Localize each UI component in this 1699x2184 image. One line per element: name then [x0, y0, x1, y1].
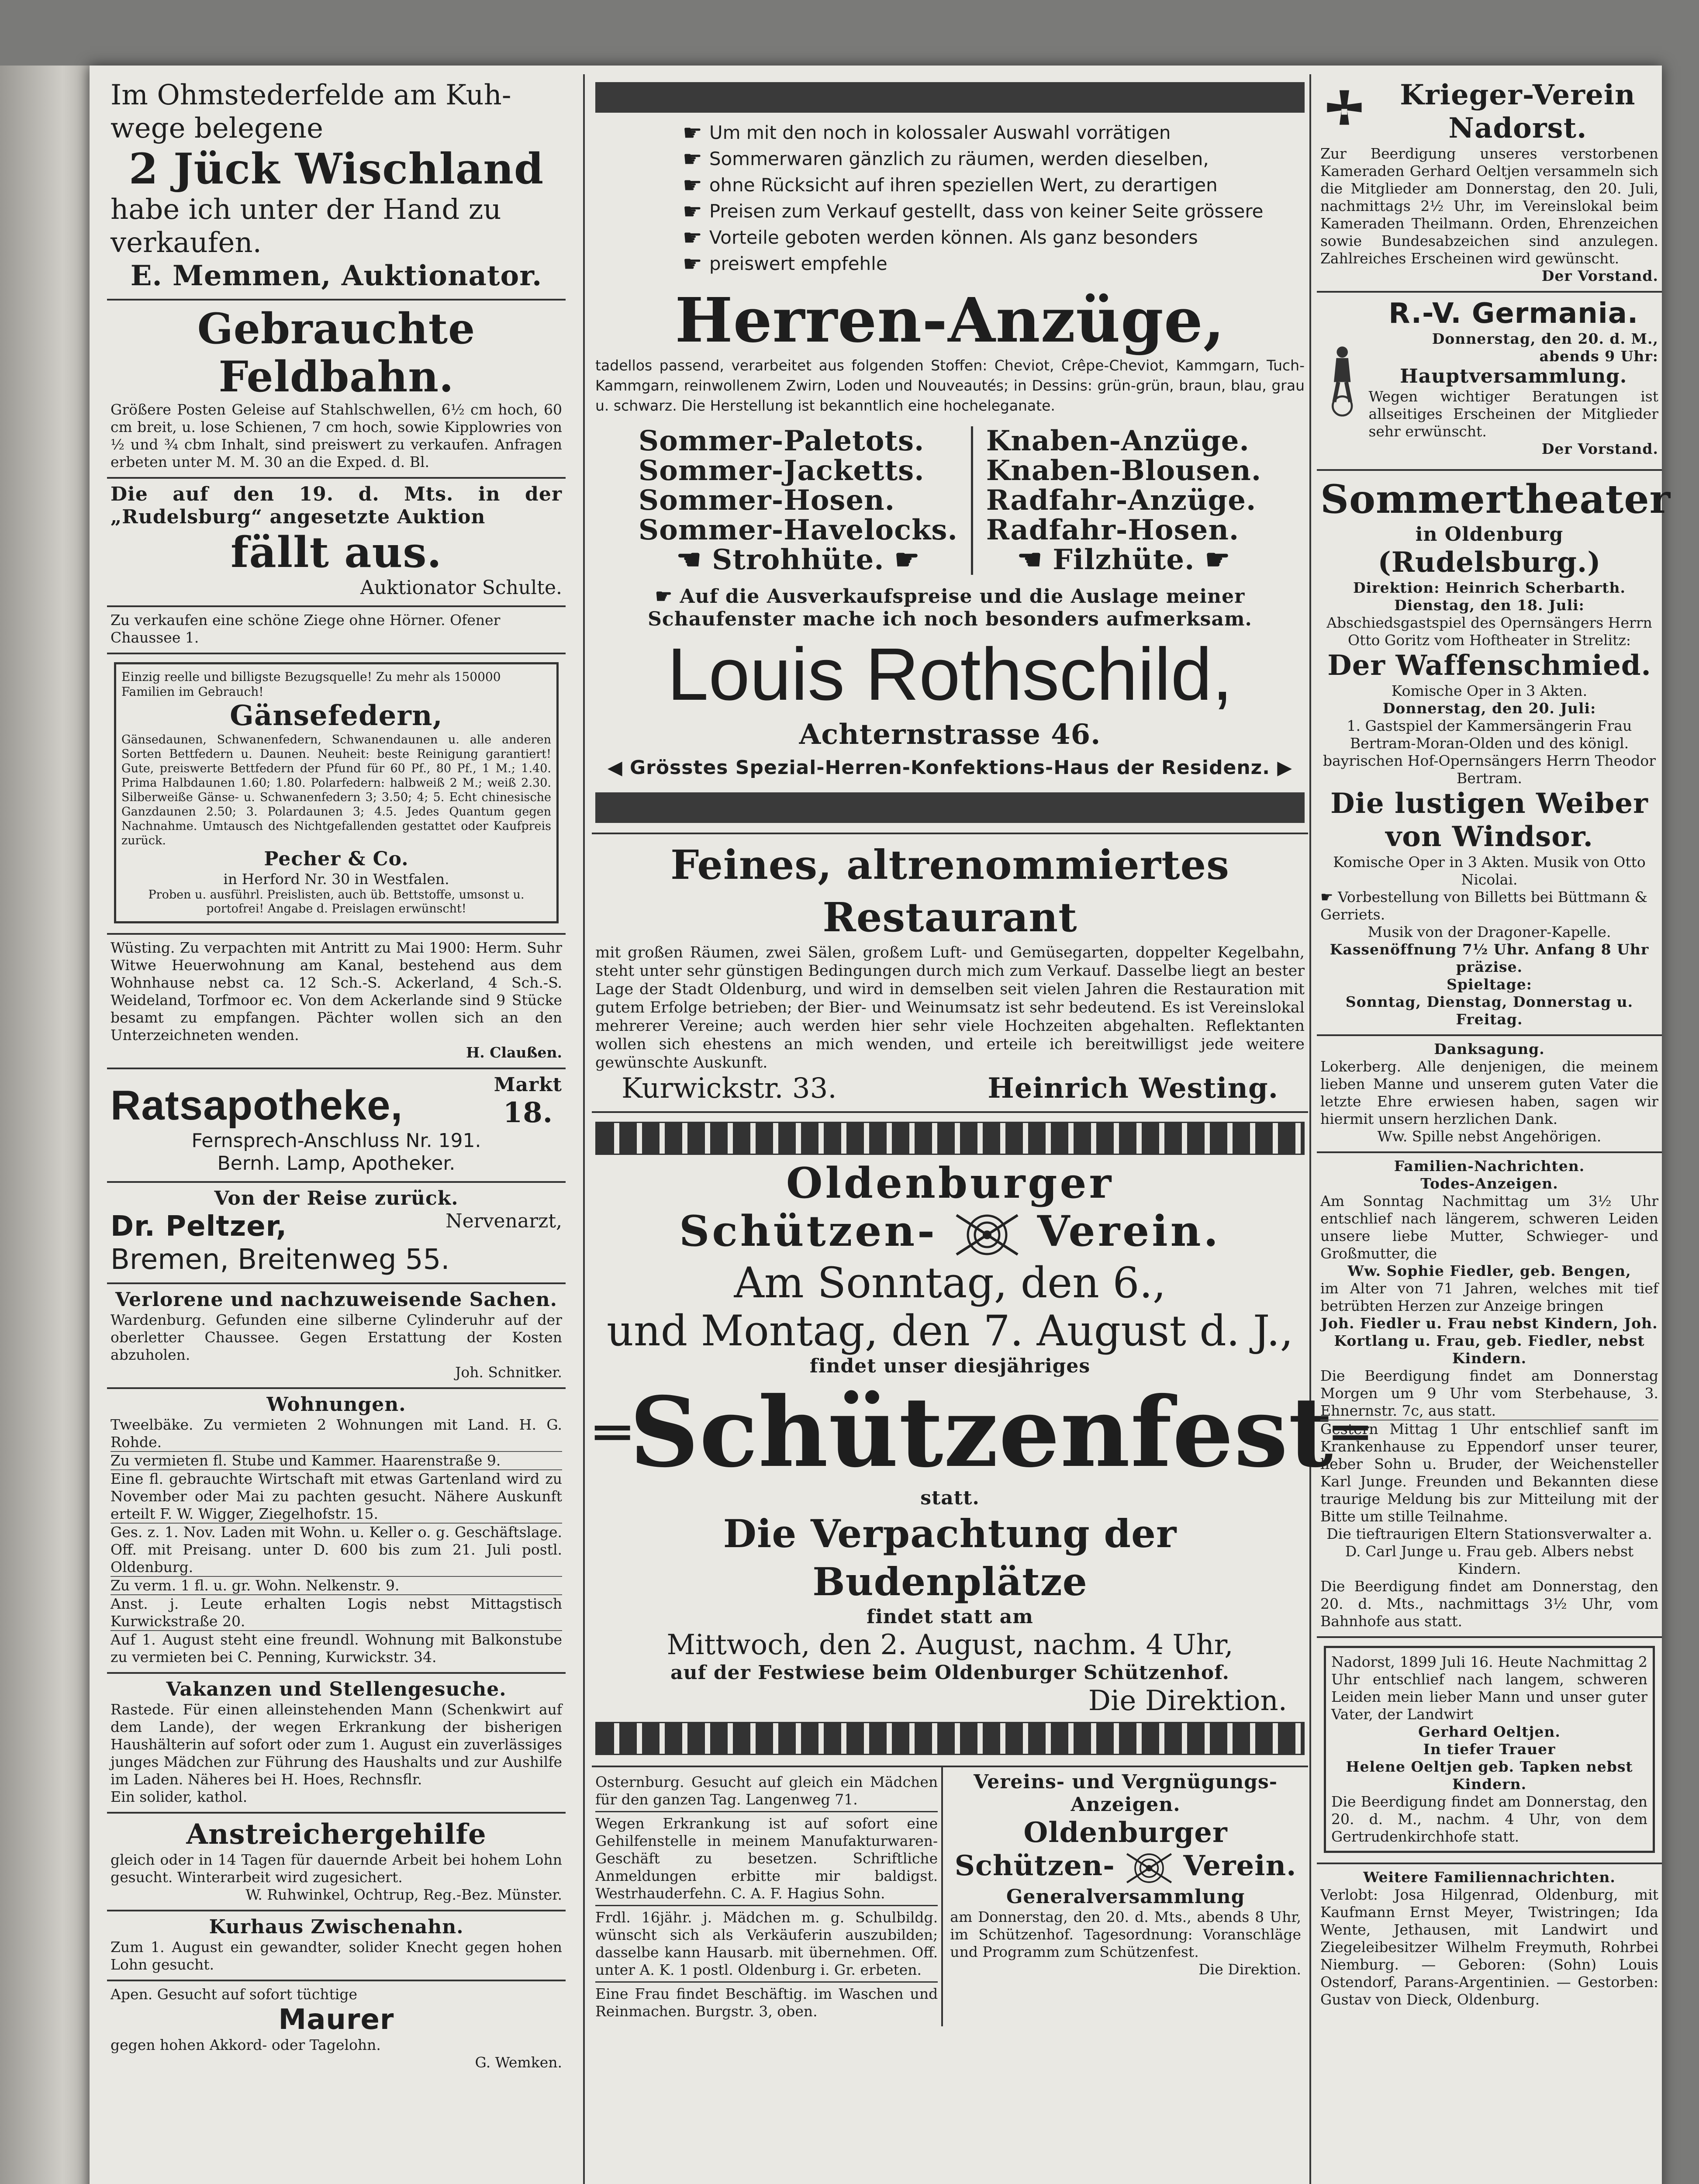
product-item: Sommer-Paletots.	[638, 425, 925, 457]
ad-text: Donnerstag, den 20. Juli:	[1382, 700, 1596, 717]
ad-firm: Pecher & Co.	[264, 848, 409, 870]
ad-text: Ein solider, kathol.	[111, 1788, 248, 1805]
ad-text: Im Ohmstederfelde am Kuh-	[111, 79, 511, 111]
ad-title: Oldenburger	[786, 1158, 1114, 1208]
ad-familien	[1317, 1153, 1662, 1638]
ad-weitere	[1317, 1864, 1662, 2015]
ad-verloren	[107, 1284, 566, 1389]
pointing-hand-icon: ☛	[884, 543, 920, 576]
ad-title: fällt aus.	[231, 528, 442, 577]
ad-text: Komische Oper in 3 Akten. Musik von Otto Nicolai.	[1333, 854, 1646, 888]
product-item: Sommer-Hosen.	[638, 484, 895, 517]
decor-bar	[595, 792, 1305, 823]
ad-text: Am Sonntag, den 6.,	[734, 1258, 1166, 1308]
ad-text: Verlobt: Josa Hilgenrad, Oldenburg, mit Kaufmann Ernst Meyer, Twistringen; Ida Wente, Jethausen, mit Landwirt und Ziegeleibesitzer Wilhelm Freymuth, Rohrbei Niemburg. — Geboren: (Sohn) Louis Ostendorf, Parans-Argentinien. — Gestorben: Gustav von Dieck, Oldenburg.	[1320, 1886, 1658, 2008]
decor-double-bar: ═	[595, 1399, 630, 1466]
ad-vakanzen	[107, 1674, 566, 1814]
ad-ratsapotheke	[107, 1069, 566, 1183]
list-item: Ges. z. 1. Nov. Laden mit Wohn. u. Keller o. g. Geschäftslage. Off. mit Preisang. unter D. 600 bis zum 21. Juli postl. Oldenburg.	[111, 1524, 562, 1577]
ad-text: Größere Posten Geleise auf Stahlschwellen, 6½ cm hoch, 60 cm breit, u. lose Schienen, 7 cm hoch, sowie Kipplowries von ½ und ¾ cbm Inhalt, sind preiswert zu verkaufen. Anfragen erbeten unter M. M. 30 an die Exped. d. Bl.	[111, 401, 562, 470]
ad-text: In tiefer Trauer	[1423, 1741, 1556, 1758]
ad-text: Ww. Sophie Fiedler, geb. Bengen,	[1347, 1262, 1631, 1279]
ad-wuesting	[107, 935, 566, 1069]
section-head: Vereins- und Vergnügungs-Anzeigen.	[974, 1771, 1278, 1816]
ad-auktion	[107, 479, 566, 607]
ad-text: findet unser diesjähriges	[809, 1355, 1091, 1378]
ad-text: Die Beerdigung findet am Donnerstag, den 20. d. Mts., nachmittags 3½ Uhr, vom Bahnhofe aus statt.	[1320, 1578, 1658, 1630]
pointing-hand-icon: ☛	[1195, 543, 1231, 576]
ad-text: Wardenburg. Gefunden eine silberne Cylinderuhr auf der oberletter Chaussee. Gegen Erstattung der Kosten abzuholen.	[111, 1311, 562, 1363]
ad-title: Feines, altrenommiertes Restaurant	[670, 841, 1229, 941]
ad-text: habe ich unter der Hand zu verkaufen.	[111, 194, 501, 259]
pointing-hand-icon: ☛	[683, 146, 702, 172]
ad-signer: Der Vorstand.	[1541, 267, 1658, 284]
ad-text: Kassenöffnung 7½ Uhr. Anfang 8 Uhr präzise.	[1330, 941, 1649, 975]
list-item: Zu verm. 1 fl. u. gr. Wohn. Nelkenstr. 9.	[111, 1577, 562, 1595]
pointing-hand-icon: ☛	[1320, 888, 1338, 905]
ad-text: Wegen wichtiger Beratungen ist allseitiges Erscheinen der Mitglieder sehr erwünscht.	[1368, 388, 1658, 440]
ad-text: Rastede. Für einen alleinstehenden Mann (Schenkwirt auf dem Lande), der wegen Erkrankung der bisherigen Haushälterin auf sofort oder zum 1. August ein zuverlässiges junges Mädchen zur Führung des Haushalts und zur Aushilfe im Laden. Näheres bei H. Hoes, Rechnsflr.	[111, 1701, 562, 1788]
pointing-hand-icon: ☛	[655, 585, 680, 608]
ad-danksagung	[1317, 1036, 1662, 1153]
list-item: Tweelbäke. Zu vermieten 2 Wohnungen mit Land. H. G. Rohde.	[111, 1416, 562, 1452]
ad-gaensefedern	[107, 654, 566, 935]
ad-text: Preisen zum Verkauf gestellt, dass von keiner Seite grössere	[709, 200, 1264, 222]
decor-bar	[595, 82, 1305, 113]
column-left	[107, 74, 566, 2077]
product-item: Radfahr-Hosen.	[986, 514, 1240, 546]
section-head: Familien-Nachrichten.	[1394, 1158, 1585, 1175]
decor-border	[595, 1122, 1305, 1155]
ad-text: Apen. Gesucht auf sofort tüchtige	[111, 1986, 358, 2003]
list-item: Eine Frau findet Beschäftig. im Waschen und Reinmachen. Burgstr. 3, oben.	[595, 1985, 938, 2020]
ad-text: ohne Rücksicht auf ihren speziellen Wert, zu derartigen	[709, 174, 1218, 196]
ad-title: Sommertheater	[1320, 476, 1671, 522]
pointing-hand-icon: ☚	[1017, 543, 1053, 576]
ad-title: Herren-Anzüge,	[675, 285, 1225, 356]
book-spine	[0, 66, 90, 2184]
ad-schuetzenfest	[592, 1113, 1367, 1767]
product-item: Knaben-Blousen.	[986, 454, 1262, 487]
ad-text: tadellos passend, verarbeitet aus folgenden Stoffen: Cheviot, Crêpe-Cheviot, Kammgarn, Tuch-Kammgarn, reinwollenem Zwirn, Loden und Nouveautés; in Dessins: grün-grün, braun, blau, grau u. schwarz. Die Herstellung ist bekanntlich eine hocheleganate.	[595, 357, 1305, 414]
ad-anstreicher	[107, 1814, 566, 1911]
pointing-hand-icon: ☛	[683, 251, 702, 276]
ad-text: Direktion: Heinrich Scherbarth.	[1353, 579, 1626, 596]
ad-title: Verein.	[1183, 1849, 1297, 1883]
ad-text: Zur Beerdigung unseres verstorbenen Kameraden Gerhard Oeltjen versammeln sich die Mitglieder am Donnerstag, den 20. Juli, nachmittags 2½ Uhr, im Vereinslokal beim Kameraden Theilmann. Orden, Ehrenzeichen sowie Bundesabzeichen sind anzulegen. Zahlreiches Erscheinen wird gewünscht.	[1320, 145, 1658, 267]
ad-signer: Ww. Spille nebst Angehörigen.	[1377, 1128, 1602, 1145]
ad-peltzer	[107, 1183, 566, 1284]
ad-text: Bremen, Breitenweg 55.	[111, 1244, 450, 1276]
ad-text: Proben u. ausführl. Preislisten, auch üb. Bettstoffe, umsonst u. portofrei! Angabe d. Preislagen erwünscht!	[148, 888, 525, 916]
ad-text: 18.	[503, 1096, 553, 1129]
pointing-hand-icon: ☛	[683, 225, 702, 250]
ad-text: Gestern Mittag 1 Uhr entschlief sanft im Krankenhause zu Eppendorf unser teurer, lieber Sohn u. Bruder, der Weichensteller Karl Junge. Freunden und Bekannten diese traurige Meldung bis zur Mitteilung mit der Bitte um stille Teilnahme.	[1320, 1420, 1658, 1525]
iron-cross-icon	[1320, 79, 1368, 145]
ad-title: Schützen-	[954, 1849, 1115, 1883]
ad-title: Schützenfest	[629, 1375, 1333, 1489]
pointing-hand-icon: ☚	[676, 543, 712, 576]
ad-text: (Rudelsburg.)	[1378, 546, 1601, 579]
ad-text: Die auf den 19. d. Mts. in der „Rudelsburg“ angesetzte Auktion	[111, 483, 562, 528]
ad-title: Anstreichergehilfe	[186, 1818, 487, 1851]
list-item: Eine fl. gebrauchte Wirtschaft mit etwas Gartenland wird zu November oder Mai zu pachten gesucht. Nähere Auskunft erteilt F. W. Wigger, Ziegelhofstr. 15.	[111, 1470, 562, 1524]
section-head: Todes-Anzeigen.	[1420, 1175, 1558, 1192]
decor-double-bar: ═	[1333, 1399, 1367, 1466]
ad-text: Fernsprech-Anschluss Nr. 191.	[191, 1130, 481, 1152]
ad-text: Um mit den noch in kolossaler Auswahl vorrätigen	[709, 122, 1171, 143]
ad-signer: W. Ruhwinkel, Ochtrup, Reg.-Bez. Münster.	[245, 1886, 562, 1903]
target-emblem-icon	[1125, 1851, 1173, 1886]
ad-ohmstede	[107, 74, 566, 301]
section-head: Weitere Familiennachrichten.	[1363, 1869, 1616, 1886]
ad-text: findet statt am	[867, 1606, 1033, 1628]
ad-signer: Die Direktion.	[1198, 1960, 1301, 1978]
ad-title: Maurer	[278, 2004, 394, 2036]
ad-title: 2 Jück Wischland	[128, 144, 544, 194]
ad-text: Spieltage:	[1447, 976, 1532, 993]
ad-signer: E. Memmen, Auktionator.	[130, 259, 542, 292]
ad-signer: Joh. Schnitker.	[455, 1364, 562, 1381]
ad-text: Wüsting. Zu verpachten mit Antritt zu Mai 1900: Herm. Suhr Witwe Heuerwohnung am Kanal, bestehend aus dem Wohnhause nebst ca. 12 Sch.-S. Ackerland, 4 Sch.-S. Weideland, Torfmoor ec. Von dem Ackerlande sind 9 Stücke besamt zu empfangen. Pächter wollen sich an den Unterzeichneten wenden.	[111, 939, 562, 1044]
ad-title: Oldenburger	[1023, 1816, 1228, 1849]
ad-text: im Alter von 71 Jahren, welches mit tief betrübten Herzen zur Anzeige bringen	[1320, 1280, 1658, 1314]
list-item: Auf 1. August steht eine freundl. Wohnung mit Balkonstube zu vermieten bei C. Penning, Kurwickstr. 34.	[111, 1631, 562, 1666]
ad-feldbahn	[107, 301, 566, 479]
ad-text: Hauptversammlung.	[1400, 365, 1627, 387]
column-right	[1317, 74, 1671, 2015]
section-head: Danksagung.	[1434, 1040, 1545, 1057]
ad-text: Von der Reise zurück.	[214, 1187, 459, 1209]
ad-title: Gänsefedern,	[230, 699, 443, 732]
ad-sommertheater	[1317, 471, 1671, 1036]
ad-restaurant	[592, 834, 1308, 1113]
pointing-hand-icon: ☛	[683, 173, 702, 198]
section-head: Wohnungen.	[266, 1393, 406, 1416]
ad-text: preiswert empfehle	[709, 253, 887, 274]
ad-signer: G. Wemken.	[475, 2054, 562, 2071]
ad-title: Verein.	[1037, 1206, 1221, 1256]
ad-germania	[1317, 293, 1662, 471]
section-head: Vakanzen und Stellengesuche.	[166, 1678, 507, 1700]
ad-text: Gänsedaunen, Schwanenfedern, Schwanendaunen u. alle anderen Sorten Bettfedern u. Daunen. Neuheit: beste Reinigung garantiert! Gute, preiswerte Bettfedern der Pfund für 60 Pf., 80 Pf., 1 M.; 1.40. Prima Halbdaunen 1.60; 1.80. Polarfedern: halbweiß 2 M.; weiß 2.30. Silberweiße Gänse- u. Schwanenfedern 3; 3.50; 4; 5. Echt chinesische Ganzdaunen 2.50; 3. Polardaunen 3; 4.5. Jedes Quantum gegen Nachnahme. Umtausch des Nichtgefallenden gestattet oder Kaufpreis zurück.	[121, 733, 551, 847]
column-rule	[583, 74, 585, 2184]
ad-text: Die Verpachtung der Budenplätze	[723, 1511, 1177, 1605]
ad-text: Gerhard Oeltjen.	[1418, 1723, 1561, 1740]
ad-text: Lokerberg. Alle denjenigen, die meinem lieben Manne und unserem guten Vater die letzte Ehre erwiesen haben, sagen wir hiermit unsern herzlichen Dank.	[1320, 1058, 1658, 1127]
ad-signer: Joh. Fiedler u. Frau nebst Kindern, Joh. Kortlang u. Frau, geb. Fiedler, nebst Kindern.	[1321, 1315, 1658, 1367]
section-head: Verlorene und nachzuweisende Sachen.	[115, 1289, 557, 1311]
list-item: Anst. j. Leute erhalten Logis nebst Mittagstisch Kurwickstraße 20.	[111, 1595, 562, 1631]
ad-signer: Die tieftraurigen Eltern Stationsverwalter a. D. Carl Junge u. Frau geb. Albers nebst Kindern.	[1326, 1525, 1652, 1577]
ad-address: Kurwickstr. 33.	[622, 1072, 837, 1105]
ad-title: Gebrauchte Feldbahn.	[197, 304, 476, 401]
ad-text: Bernh. Lamp, Apotheker.	[217, 1152, 456, 1175]
ad-text: Nadorst, 1899 Juli 16. Heute Nachmittag 2 Uhr entschlief nach langem, schweren Leiden mein lieber Mann und unser guter Vater, der Landwirt	[1331, 1653, 1647, 1723]
arrow-right-icon: ▶	[1270, 757, 1293, 779]
ad-signer: Heinrich Westing.	[988, 1072, 1278, 1105]
ad-text: Zum 1. August ein gewandter, solider Knecht gegen hohen Lohn gesucht.	[111, 1939, 562, 1973]
product-item: Knaben-Anzüge.	[986, 425, 1250, 457]
ad-text: Die Beerdigung findet am Donnerstag Morgen um 9 Uhr vom Sterbehause, 3. Ehnernstr. 7c, aus statt.	[1320, 1367, 1658, 1419]
decor-border	[595, 1722, 1305, 1755]
ad-text: Musik von der Dragoner-Kapelle.	[1367, 923, 1611, 940]
ad-signer: Die Direktion.	[1088, 1685, 1287, 1717]
cyclist-illustration-icon	[1320, 297, 1364, 463]
bottom-left-ads	[592, 1767, 943, 2026]
ad-text: gegen hohen Akkord- oder Tagelohn.	[111, 2036, 381, 2053]
ad-text: in Herford Nr. 30 in Westfalen.	[223, 871, 449, 888]
ad-text: Am Sonntag Nachmittag um 3½ Uhr entschlief nach längerem, schweren Leiden unsere liebe Mutter, Schwieger- und Großmutter, die	[1320, 1192, 1658, 1262]
ad-title: Die lustigen Weiber von Windsor.	[1330, 787, 1648, 853]
ad-signer: Helene Oeltjen geb. Tapken nebst Kindern.	[1346, 1758, 1633, 1793]
arrow-left-icon: ◀	[607, 757, 630, 779]
ad-text: mit großen Räumen, zwei Sälen, großem Luft- und Gemüsegarten, doppelter Kegelbahn, steht unter sehr günstigen Bedingungen durch mich zum Verkauf. Dasselbe liegt an bester Lage der Stadt Oldenburg, und wird in demselben seit vielen Jahren die Restauration mit gutem Erfolge betrieben; der Bier- und Weinumsatz ist sehr bedeutend. Es ist Vereinslokal mehrerer Vereine; auch werden hier sehr viele Hochzeiten abgehalten. Reflektanten wollen sich ehestens an mich wenden, und erteile ich bereitwilligst jede weitere gewünschte Auskunft.	[595, 944, 1305, 1071]
ad-text: Auf die Ausverkaufspreise und die Auslage meiner Schaufenster mache ich noch besonders aufmerksam.	[648, 585, 1252, 630]
ad-address: Achternstrasse 46.	[799, 718, 1101, 751]
ad-text: Komische Oper in 3 Akten.	[1391, 682, 1588, 699]
target-emblem-icon	[954, 1211, 1020, 1259]
pointing-hand-icon: ☛	[683, 199, 702, 224]
column-center	[592, 74, 1367, 2026]
list-item: Frdl. 16jähr. j. Mädchen m. g. Schulbildg. wünscht sich als Verkäuferin auszubilden; dasselbe kann Hausarb. mit übernehmen. Off. unter A. K. 1 postl. Oldenburg i. Gr. erbeten.	[595, 1906, 938, 1983]
ad-ziege: Zu verkaufen eine schöne Ziege ohne Hörner. Ofener Chaussee 1.	[107, 607, 566, 654]
ad-text: auf der Festwiese beim Oldenburger Schützenhof.	[670, 1662, 1229, 1684]
ad-text: Dienstag, den 18. Juli:	[1394, 597, 1585, 614]
product-item: Sommer-Havelocks.	[638, 514, 958, 546]
ad-title: R.-V. Germania.	[1388, 297, 1639, 330]
ad-text: und Montag, den 7. August d. J.,	[607, 1306, 1293, 1356]
divider	[971, 426, 973, 575]
ad-signer: Der Vorstand.	[1541, 440, 1658, 457]
ad-text: 1. Gastspiel der Kammersängerin Frau Bertram-Moran-Olden und des königl. bayrischen Hof-Opernsängers Herrn Theodor Bertram.	[1323, 717, 1656, 787]
product-item: Strohhüte.	[712, 543, 884, 576]
ad-text: Die Beerdigung findet am Donnerstag, den 20. d. M., nachm. 4 Uhr, von dem Gertrudenkirchhofe statt.	[1331, 1793, 1647, 1845]
bottom-right-ads	[943, 1767, 1308, 2026]
ad-text: Mittwoch, den 2. August, nachm. 4 Uhr,	[666, 1629, 1233, 1662]
pointing-hand-icon: ☛	[683, 120, 702, 145]
ad-title: Kurhaus Zwischenahn.	[209, 1916, 464, 1938]
ad-signer: H. Claußen.	[466, 1044, 562, 1061]
list-item: Wegen Erkrankung ist auf sofort eine Gehilfenstelle in meinem Manufakturwaren-Geschäft zu besetzen. Schriftliche Anmeldungen erbitte mir baldigst. Westrhauderfehn. C. A. F. Hagius Sohn.	[595, 1812, 938, 1906]
list-item: Osternburg. Gesucht auf gleich ein Mädchen für den ganzen Tag. Langenweg 71.	[595, 1771, 938, 1812]
ad-text: Einzig reelle und billigste Bezugsquelle! Zu mehr als 150000 Familien im Gebrauch!	[121, 670, 501, 699]
ad-text: wege belegene	[111, 112, 323, 145]
ad-title: Schützen-	[679, 1206, 937, 1256]
ad-text: gleich oder in 14 Tagen für dauernde Arbeit bei hohem Lohn gesucht. Winterarbeit wird zugesichert.	[111, 1851, 562, 1886]
ad-text: statt.	[920, 1487, 980, 1510]
ad-signer: Auktionator Schulte.	[360, 577, 562, 599]
ad-rothschild	[592, 74, 1308, 834]
ad-text: Abschiedsgastspiel des Opernsängers Herrn Otto Goritz vom Hoftheater in Strelitz:	[1326, 614, 1652, 649]
column-rule	[1309, 74, 1311, 2184]
product-item: Filzhüte.	[1053, 543, 1195, 576]
ad-text: Generalversammlung	[1006, 1885, 1245, 1908]
ad-kurhaus	[107, 1911, 566, 1981]
ad-text: Vorteile geboten werden können. Als ganz besonders	[709, 227, 1198, 248]
ad-text: Grösstes Spezial-Herren-Konfektions-Haus der Residenz.	[630, 757, 1270, 779]
ad-title: Der Waffenschmied.	[1327, 649, 1651, 682]
ad-oeltjen	[1317, 1638, 1662, 1864]
ad-title: Dr. Peltzer,	[111, 1210, 287, 1243]
ad-text: Nervenarzt,	[445, 1210, 562, 1232]
ad-text: Sonntag, Dienstag, Donnerstag u. Freitag.	[1345, 993, 1633, 1028]
ad-title: Krieger-Verein Nadorst.	[1400, 79, 1636, 145]
ad-firm: Louis Rothschild,	[667, 633, 1233, 716]
product-item: Sommer-Jacketts.	[638, 454, 925, 487]
ad-text: Vorbestellung von Billetts bei Büttmann & Gerriets.	[1320, 888, 1647, 923]
ad-text: Markt	[494, 1074, 562, 1096]
bottom-row	[592, 1767, 1308, 2026]
ad-text: Donnerstag, den 20. d. M., abends 9 Uhr:	[1432, 330, 1658, 365]
product-item: Radfahr-Anzüge.	[986, 484, 1257, 517]
ad-title: Ratsapotheke,	[111, 1082, 403, 1129]
ad-text: in Oldenburg	[1415, 523, 1564, 546]
list-item: Zu vermieten fl. Stube und Kammer. Haarenstraße 9.	[111, 1452, 562, 1470]
ad-text: am Donnerstag, den 20. d. Mts., abends 8 Uhr, im Schützenhof. Tagesordnung: Voranschläge und Programm zum Schützenfest.	[950, 1908, 1301, 1960]
ad-krieger-verein	[1317, 74, 1662, 293]
ad-maurer	[107, 1981, 566, 2077]
ad-wohnungen	[107, 1389, 566, 1674]
ad-text: Sommerwaren gänzlich zu räumen, werden dieselben,	[709, 148, 1209, 169]
